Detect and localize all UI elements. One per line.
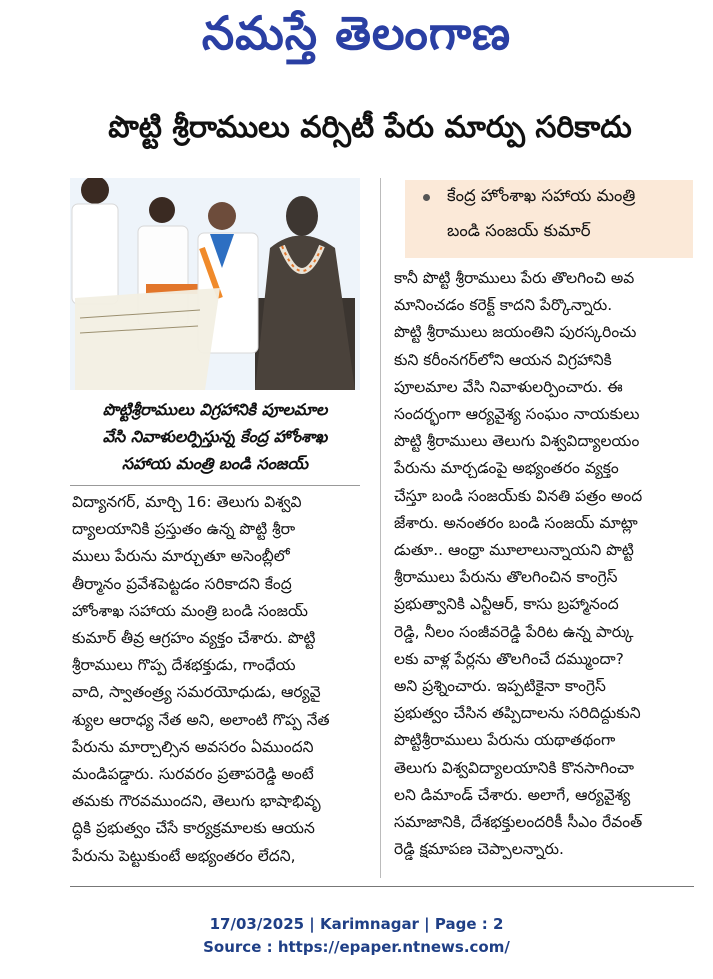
column-divider: [380, 178, 381, 878]
body-line: సందర్భంగా ఆర్యవైశ్య సంఘం నాయకులు: [394, 405, 640, 424]
article-photo: [70, 178, 360, 390]
body-line: పేరును మార్చడంపై అభ్యంతరం వ్యక్తం: [394, 459, 619, 478]
body-line: లకు వాళ్ల పేర్లను తొలగించే దమ్ముందా?: [394, 649, 624, 668]
body-line: ద్యాలయానికి ప్రస్తుతం ఉన్న పొట్టి శ్రీరా: [72, 520, 296, 539]
body-line: రెడ్డి క్షమాపణ చెప్పాలన్నారు.: [394, 840, 564, 859]
body-line: పొట్టి శ్రీరాములు జయంతిని పురస్కరించు: [394, 323, 637, 342]
body-line: కుమార్ తీవ్ర ఆగ్రహం వ్యక్తం చేశారు. పొట్టి: [72, 629, 316, 648]
body-line: పేరును మార్చాల్సిన అవసరం ఏముందని: [72, 737, 314, 756]
body-line: హోంశాఖ సహాయ మంత్రి బండి సంజయ్: [72, 601, 308, 620]
subhead-line: బండి సంజయ్ కుమార్: [447, 221, 591, 240]
article-body-right: [394, 265, 694, 863]
body-line: శ్యుల ఆరాధ్య నేత అని, అలాంటి గొప్ప నేత: [72, 710, 330, 729]
body-line: పూలమాల వేసి నివాళులర్పించారు. ఈ: [394, 377, 623, 396]
body-line: కానీ పొట్టి శ్రీరాములు పేరు తొలగించి అవ: [394, 269, 635, 287]
body-line: విద్యానగర్, మార్చి 16: తెలుగు విశ్వవి: [72, 493, 302, 511]
caption-line: పొట్టిశ్రీరాములు విగ్రహానికి పూలమాల: [102, 400, 328, 419]
body-line: ములు పేరును మార్చుతూ అసెంబ్లీలో: [72, 547, 290, 566]
footer-source-link[interactable]: Source : https://epaper.ntnews.com/: [203, 938, 510, 956]
body-line: డుతూ.. ఆంధ్రా మూలాలున్నాయని పొట్టి: [394, 541, 634, 560]
photo-caption: [70, 396, 360, 477]
body-line: రెడ్డి, నీలం సంజీవరెడ్డి పేరిట ఉన్న పార్కు: [394, 622, 634, 641]
body-line: సమాజానికి, దేశభక్తులందరికీ సీఎం రేవంత్: [394, 813, 643, 832]
body-line: మండిపడ్డారు. సురవరం ప్రతాపరెడ్డి అంటే: [72, 765, 314, 784]
body-line: ప్రభుత్వానికి ఎన్టీఆర్, కాసు బ్రహ్మానంద: [394, 595, 619, 614]
body-line: పొట్టి శ్రీరాములు తెలుగు విశ్వవిద్యాలయం: [394, 432, 640, 451]
footer-divider: [70, 886, 694, 887]
caption-divider: [70, 485, 360, 486]
caption-line: వేసి నివాళులర్పిస్తున్న కేంద్ర హోంశాఖ: [102, 427, 328, 446]
subhead-line: కేంద్ర హోంశాఖ సహాయ మంత్రి: [447, 186, 636, 205]
body-line: కుని కరీంనగర్‌లోని ఆయన విగ్రహానికి: [394, 350, 612, 369]
caption-line: సహాయ మంత్రి బండి సంజయ్: [121, 454, 309, 473]
body-line: పొట్టిశ్రీరాములు పేరును యథాతథంగా: [394, 731, 616, 750]
body-line: తీర్మానం ప్రవేశపెట్టడం సరికాదని కేంద్ర: [72, 574, 292, 593]
body-line: ప్రభుత్వం చేసిన తప్పిదాలను సరిదిద్దుకుని: [394, 704, 641, 723]
body-line: శ్రీరాములు గొప్ప దేశభక్తుడు, గాంధేయ: [72, 656, 296, 675]
body-line: పేరును పెట్టుకుంటే అభ్యంతరం లేదని,: [72, 846, 296, 865]
body-line: జేశారు. అనంతరం బండి సంజయ్ మాట్లా: [394, 513, 638, 532]
photo-illustration: [70, 178, 360, 390]
body-line: తెలుగు విశ్వవిద్యాలయానికి కొనసాగించా: [394, 758, 634, 777]
body-line: శ్రీరాములు పేరును తొలగించిన కాంగ్రెస్: [394, 568, 618, 587]
footer-date-edition: 17/03/2025 | Karimnagar | Page : 2: [209, 915, 504, 933]
body-line: తమకు గౌరవముందని, తెలుగు భాషాభివృ: [72, 792, 321, 811]
body-line: చేస్తూ బండి సంజయ్‌కు వినతి పత్రం అంద: [394, 486, 643, 505]
body-line: అని ప్రశ్నించారు. ఇప్పటికైనా కాంగ్రెస్: [394, 677, 606, 696]
masthead-title: నమస్తే తెలంగాణ: [201, 6, 512, 60]
body-line: వాది, స్వాతంత్ర్య సమరయోధుడు, ఆర్యవై: [72, 683, 321, 702]
body-line: లని డిమాండ్ చేశారు. అలాగే, ఆర్యవైశ్య: [394, 785, 631, 804]
article-headline: పొట్టి శ్రీరాములు వర్సిటీ పేరు మార్పు సరికాదు: [108, 110, 632, 145]
bullet-icon: [423, 194, 430, 201]
body-line: మానించడం కరెక్ట్ కాదని పేర్కొన్నారు.: [394, 296, 613, 315]
article-body-left: [72, 489, 362, 870]
subhead-box: [405, 180, 693, 258]
body-line: ద్ధికి ప్రభుత్వం చేసే కార్యక్రమాలకు ఆయన: [72, 819, 315, 838]
